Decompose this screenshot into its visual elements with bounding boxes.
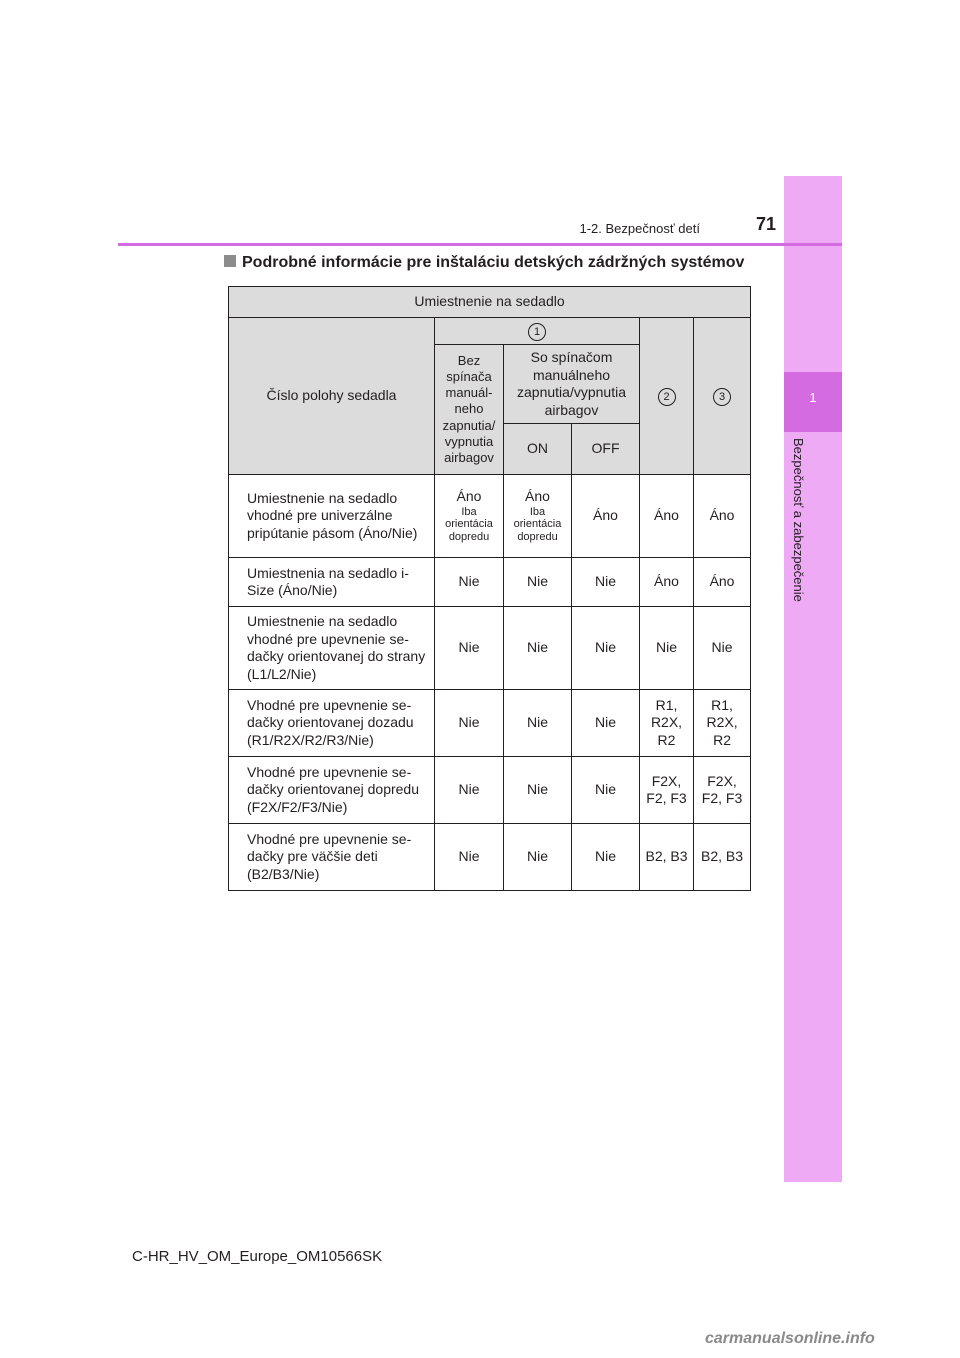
table-title: Umiestnenie na sedadlo bbox=[229, 287, 751, 318]
cell: B2, B3 bbox=[694, 824, 751, 891]
cell: Áno bbox=[694, 558, 751, 607]
cell: Nie bbox=[435, 690, 504, 757]
document-id: C-HR_HV_OM_Europe_OM10566SK bbox=[132, 1248, 383, 1265]
cell: Nie bbox=[572, 824, 640, 891]
section-label: 1-2. Bezpečnosť detí bbox=[579, 221, 700, 236]
cell: Áno bbox=[572, 475, 640, 558]
cell: Nie bbox=[504, 824, 572, 891]
row-header: Číslo polohy sedadla bbox=[229, 318, 435, 475]
cell: Nie bbox=[572, 757, 640, 824]
cell: Nie bbox=[435, 607, 504, 690]
cell-value: Áno bbox=[456, 488, 482, 505]
cell-note: Iba orientácia dopredu bbox=[445, 505, 493, 544]
position-3-header bbox=[694, 318, 751, 475]
square-bullet-icon bbox=[224, 255, 236, 267]
cell: B2, B3 bbox=[640, 824, 694, 891]
off-header: OFF bbox=[572, 424, 640, 475]
table-row bbox=[229, 824, 751, 891]
cell: R1, R2X, R2 bbox=[640, 690, 694, 757]
watermark: carmanualsonline.info bbox=[705, 1330, 875, 1347]
without-switch-header: Bez spínača manuál-neho zapnutia/ vypnutia airbagov bbox=[435, 345, 504, 475]
seat-position-table bbox=[228, 286, 751, 891]
position-2-header bbox=[640, 318, 694, 475]
table-header-row bbox=[229, 318, 751, 345]
with-switch-header: So spínačom manuálneho zapnutia/vypnutia airbagov bbox=[504, 345, 640, 424]
cell: Nie bbox=[572, 690, 640, 757]
table-row bbox=[229, 607, 751, 690]
row-label: Vhodné pre upevnenie se-dačky orientovanej dozadu (R1/R2X/R2/R3/Nie) bbox=[229, 690, 435, 757]
cell: Áno bbox=[640, 475, 694, 558]
chapter-number: 1 bbox=[809, 390, 817, 405]
cell: Nie bbox=[435, 558, 504, 607]
cell: Nie bbox=[640, 607, 694, 690]
chapter-side-tab bbox=[784, 176, 842, 1182]
row-label: Vhodné pre upevnenie se-dačky pre väčšie deti (B2/B3/Nie) bbox=[229, 824, 435, 891]
cell: Nie bbox=[504, 607, 572, 690]
row-label: Umiestnenie na sedadlo vhodné pre upevnenie se-dačky orientovanej do strany (L1/L2/Nie) bbox=[229, 607, 435, 690]
cell: Nie bbox=[694, 607, 751, 690]
cell: F2X, F2, F3 bbox=[640, 757, 694, 824]
table-row bbox=[229, 757, 751, 824]
section-heading bbox=[224, 254, 744, 272]
chapter-title: Bezpečnosť a zabezpečenie bbox=[791, 438, 806, 602]
cell: Nie bbox=[504, 757, 572, 824]
row-label: Umiestnenie na sedadlo vhodné pre univerzálne pripútanie pásom (Áno/Nie) bbox=[229, 475, 435, 558]
on-header: ON bbox=[504, 424, 572, 475]
cell: R1, R2X, R2 bbox=[694, 690, 751, 757]
cell-value: Áno bbox=[525, 488, 550, 505]
table-row bbox=[229, 690, 751, 757]
position-2-marker: 2 bbox=[658, 388, 676, 406]
cell: Nie bbox=[435, 757, 504, 824]
table-row bbox=[229, 475, 751, 558]
cell: Nie bbox=[572, 558, 640, 607]
cell bbox=[435, 475, 504, 558]
cell: Nie bbox=[504, 558, 572, 607]
cell: Áno bbox=[694, 475, 751, 558]
page-number: 71 bbox=[755, 214, 776, 234]
position-1-marker: 1 bbox=[528, 323, 546, 341]
section-heading-text: Podrobné informácie pre inštaláciu detských zádržných systémov bbox=[242, 254, 745, 271]
header-rule bbox=[118, 243, 842, 246]
cell bbox=[504, 475, 572, 558]
row-label: Vhodné pre upevnenie se-dačky orientovanej dopredu (F2X/F2/F3/Nie) bbox=[229, 757, 435, 824]
cell: Áno bbox=[640, 558, 694, 607]
cell: Nie bbox=[435, 824, 504, 891]
row-label: Umiestnenia na sedadlo i-Size (Áno/Nie) bbox=[229, 558, 435, 607]
position-3-marker: 3 bbox=[713, 388, 731, 406]
cell: F2X, F2, F3 bbox=[694, 757, 751, 824]
cell: Nie bbox=[504, 690, 572, 757]
table-row bbox=[229, 558, 751, 607]
cell-note: Iba orientácia dopredu bbox=[513, 505, 562, 544]
cell: Nie bbox=[572, 607, 640, 690]
position-1-header bbox=[435, 318, 640, 345]
table-title-row bbox=[229, 287, 751, 318]
